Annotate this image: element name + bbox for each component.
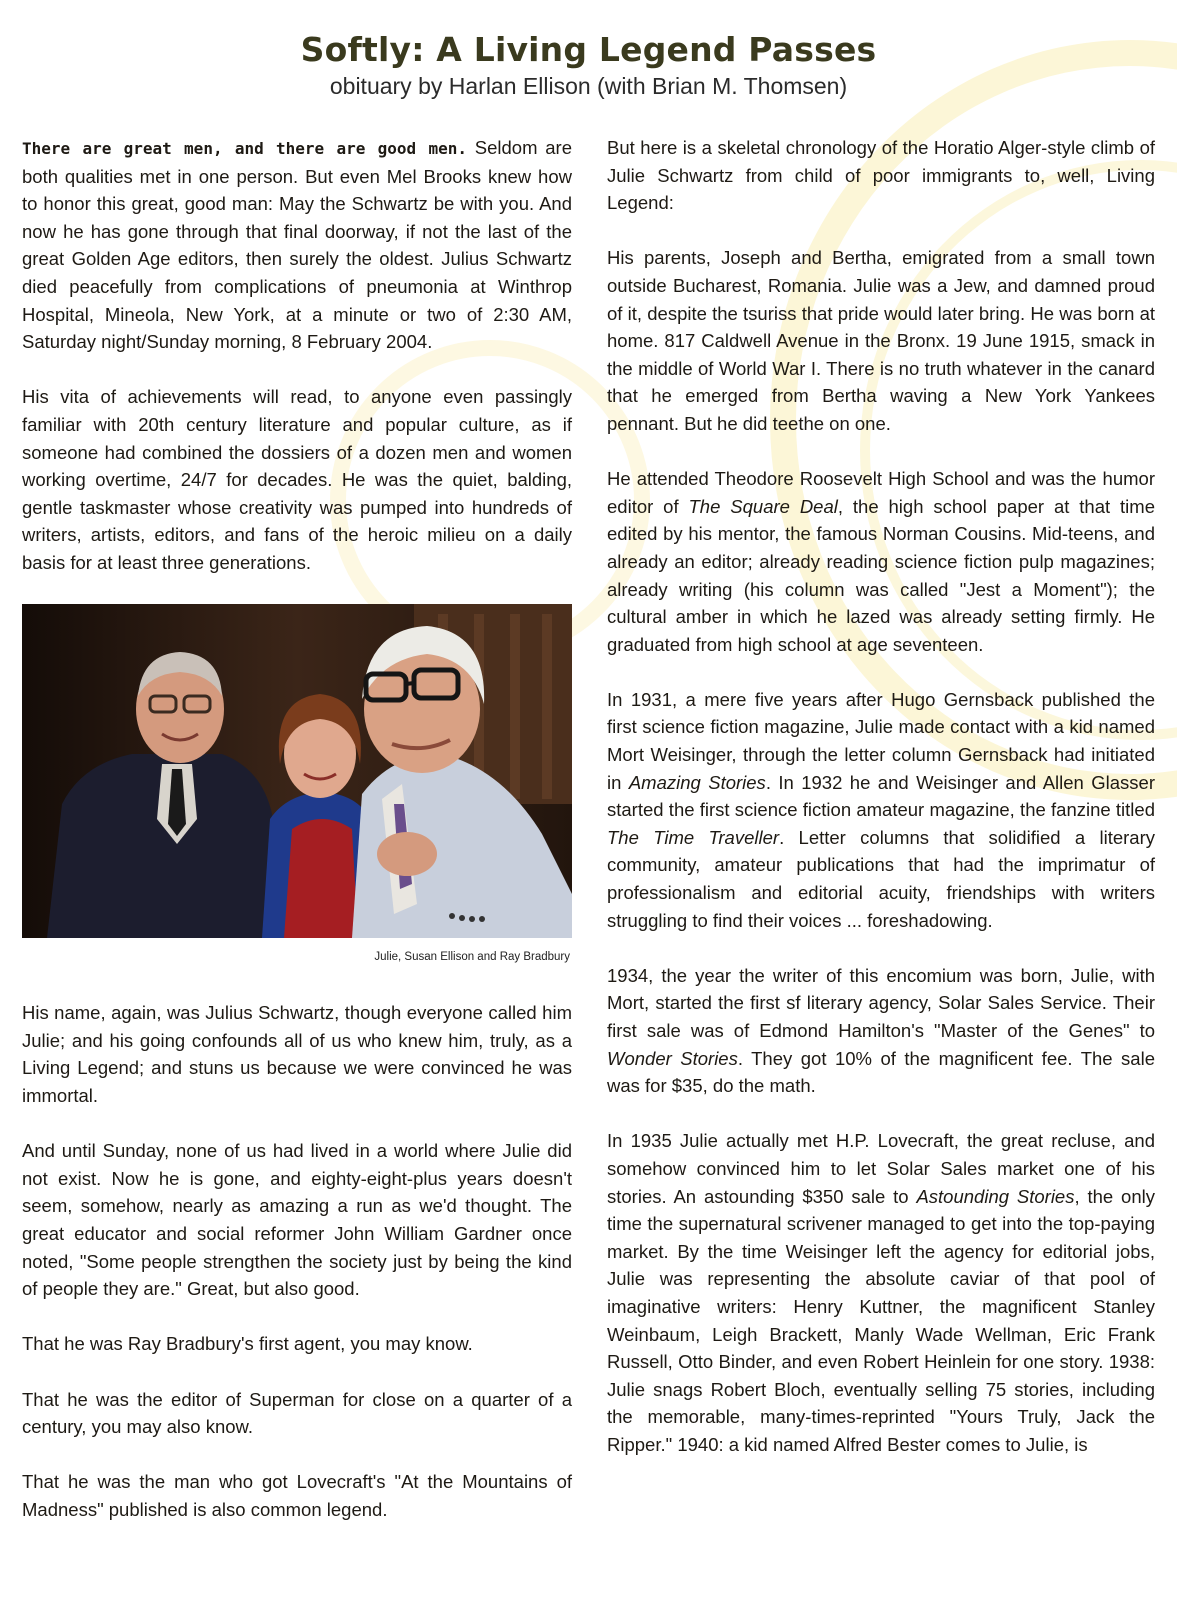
paragraph-text: 1934, the year the writer of this encomium was born, Julie, with Mort, started the first sf literary agency, Solar Sales Service. Their first sale was of Edmond Hamilton's "Master of the Genes" to xyxy=(607,964,1155,1041)
right-column xyxy=(607,134,1155,1486)
paragraph xyxy=(607,1127,1155,1458)
article-title: Softly: A Living Legend Passes xyxy=(300,30,877,69)
paragraph: His vita of achievements will read, to anyone even passingly familiar with 20th century literature and popular culture, as if someone had combined the dossiers of a dozen men and women working overtime, 24/7 for decades. He was the quiet, balding, gentle taskmaster whose creativity was pumped into hundreds of writers, artists, editors, and fans of the heroic milieu on a daily basis for at least three generations. xyxy=(22,386,572,573)
paragraph-text: . Letter columns that solidified a literary community, amateur publications that had the imprimatur of professionalism and editorial acuity, friendships with writers struggling to find their voices ... foreshadowing. xyxy=(607,826,1155,931)
paragraph: That he was the man who got Lovecraft's "At the Mountains of Madness" published is also common legend. xyxy=(22,1471,572,1520)
publication-title: Amazing Stories xyxy=(628,771,766,793)
publication-title: The Square Deal xyxy=(688,495,838,517)
paragraph: That he was Ray Bradbury's first agent, you may know. xyxy=(22,1333,473,1355)
publication-title: Wonder Stories xyxy=(607,1047,738,1069)
paragraph-text: . In 1932 he and Weisinger and Allen Glasser started the first science fiction amateur magazine, the fanzine titled xyxy=(607,771,1155,821)
paragraph: And until Sunday, none of us had lived in a world where Julie did not exist. Now he is gone, and eighty-eight-plus years doesn't seem, somehow, nearly as amazing a run as we'd thought. The great educator and social reformer John William Gardner once noted, "Some people strengthen the society just by being the kind of people they are." Great, but also good. xyxy=(22,1140,572,1300)
paragraph: That he was the editor of Superman for close on a quarter of a century, you may also know. xyxy=(22,1388,572,1438)
photo-figure xyxy=(22,604,572,972)
lead-in: There are great men, and there are good men. xyxy=(22,139,467,158)
photo-caption: Julie, Susan Ellison and Ray Bradbury xyxy=(374,951,570,964)
paragraph: But here is a skeletal chronology of the Horatio Alger-style climb of Julie Schwartz from child of poor immigrants to, well, Living Legend: xyxy=(607,137,1155,214)
paragraph-text: , the high school paper at that time edited by his mentor, the famous Norman Cousins. Mid-teens, and already an editor; already reading science fiction pulp magazines; already writing (his column was called "Jest a Moment"); the cultural amber in which he lazed was already setting firmly. He graduated from high school at age seventeen. xyxy=(607,495,1155,655)
left-column xyxy=(22,134,572,1551)
paragraph xyxy=(607,686,1155,934)
paragraph-text: , the only time the supernatural scrivener managed to get into the top-paying market. By the time Weisinger left the agency for editorial jobs, Julie was representing the absolute caviar of that pool of imaginative writers: Henry Kuttner, the magnificent Stanley Weinbaum, Leigh Brackett, Manly Wade Wellman, Eric Frank Russell, Otto Binder, and even Robert Heinlein for one story. 1938: Julie snags Robert Bloch, eventually selling 75 stories, including the memorable, many-times-reprinted "Yours Truly, Jack the Ripper." 1940: a kid named Alfred Bester comes to Julie, is xyxy=(607,1185,1155,1455)
paragraph xyxy=(607,962,1155,1100)
paragraph-text: In 1931, a mere five years after Hugo Gernsback published the first science fiction magazine, Julie made contact with a kid named Mort Weisinger, through the letter column Gernsback had initiated in xyxy=(607,688,1155,793)
paragraph-text: In 1935 Julie actually met H.P. Lovecraft, the great recluse, and somehow convinced him to let Solar Sales market one of his stories. An astounding $350 sale to xyxy=(607,1130,1155,1207)
paragraph-text: . They got 10% of the magnificent fee. The sale was for $35, do the math. xyxy=(607,1047,1155,1097)
publication-title: Astounding Stories xyxy=(916,1185,1075,1207)
paragraph xyxy=(607,465,1155,658)
paragraph-text: He attended Theodore Roosevelt High School and was the humor editor of xyxy=(607,468,1155,517)
photo-julie-susan-ray xyxy=(22,604,572,938)
article-byline: obituary by Harlan Ellison (with Brian M. Thomsen) xyxy=(329,73,848,99)
paragraph xyxy=(22,134,572,356)
publication-title: The Time Traveller xyxy=(607,826,780,848)
paragraph-text: Seldom are both qualities met in one person. But even Mel Brooks knew how to honor this great, good man: May the Schwartz be with you. And now he has gone through that final doorway, if not the last of the great Golden Age editors, then surely the oldest. Julius Schwartz died peacefully from complications of pneumonia at Winthrop Hospital, Mineola, New York, at a minute or two of 2:30 AM, Saturday night/Sunday morning, 8 February 2004. xyxy=(22,137,572,353)
paragraph: His name, again, was Julius Schwartz, though everyone called him Julie; and his going confounds all of us who knew him, truly, as a Living Legend; and stuns us because we were convinced he was immortal. xyxy=(22,1002,572,1107)
paragraph: His parents, Joseph and Bertha, emigrated from a small town outside Bucharest, Romania. Julie was a Jew, and damned proud of it, despite the tsuriss that pride would later bring. He was born at home. 817 Caldwell Avenue in the Bronx. 19 June 1915, smack in the middle of World War I. There is no truth whatever in the canard that he emerged from Bertha waving a New York Yankees pennant. But he did teethe on one. xyxy=(607,247,1155,434)
article-header xyxy=(0,30,1177,100)
